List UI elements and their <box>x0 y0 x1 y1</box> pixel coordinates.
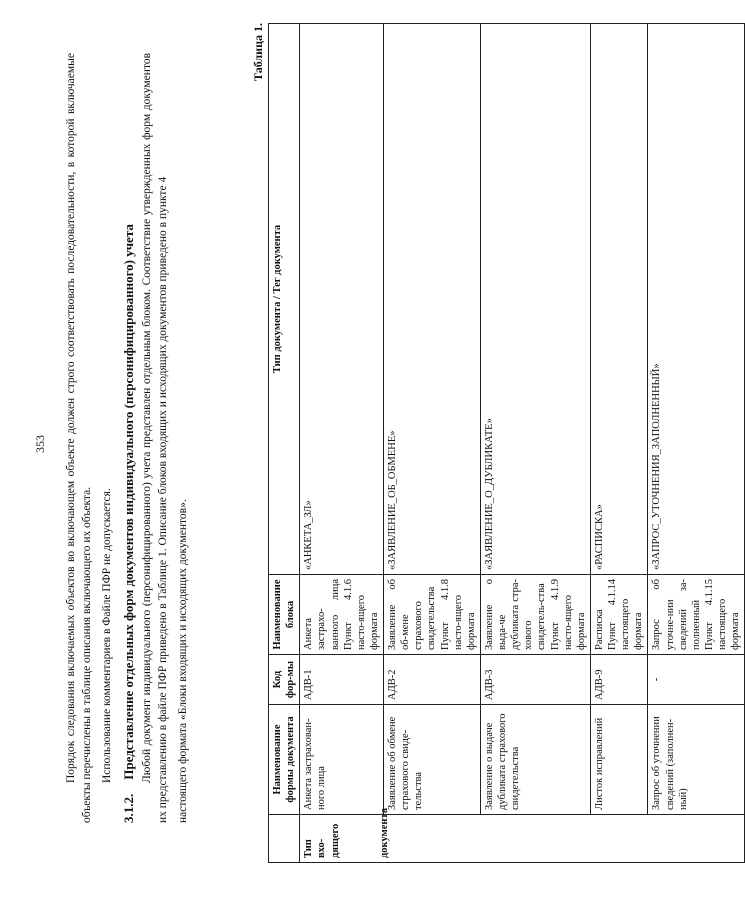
block-name-cell: Расписка Пункт 4.1.14 настоящего формата <box>590 575 648 655</box>
table-row <box>480 24 590 863</box>
section-heading <box>120 53 138 823</box>
form-code-cell: АДВ-1 <box>300 655 384 705</box>
document-tag-cell: «ЗАЯВЛЕНИЕ_ОБ_ОБМЕНЕ» <box>384 24 481 575</box>
paragraph-order: Порядок следования включаемых объектов во включающем объекте должен строго соответствовать последовательности, в которой включаемые объекты перечислены в таблице описания включающего их объекта. <box>65 53 93 823</box>
form-name-cell: Заявление о выдаче дубликата страхового свидетельства <box>480 705 590 815</box>
type-label-line1: Тип вхо-дящего <box>303 823 341 858</box>
table-header-row <box>269 24 300 863</box>
page-number: 353 <box>33 435 47 453</box>
document-tag-cell: «АНКЕТА_ЗЛ» <box>300 24 384 575</box>
documents-table <box>268 23 745 863</box>
type-label-line2: документа <box>378 808 390 858</box>
document-tag-cell: «ЗАПРОС_УТОЧНЕНИЯ_ЗАПОЛНЕННЫЙ» <box>648 24 745 575</box>
paragraph-representation: Любой документ индивидуального (персонифицированного) учета представлен отдельным блоком. Соответствие утвержденных форм документов их представлению в файле ПФР приведено в Таблице 1. Описание блоков входящих и исходящих документов приведено в пункте 4 <box>141 53 169 823</box>
header-form-name: Наименование формы документа <box>269 705 300 815</box>
paragraph-continuation: настоящего формата «Блоки входящих и исходящих документов». <box>177 499 189 823</box>
block-name-cell: Анкета застрахо-ванного лица Пункт 4.1.6 насто-ящего формата <box>300 575 384 655</box>
document-tag-cell: «РАСПИСКА» <box>590 24 648 575</box>
form-name-cell: Запрос об уточнении сведений (заполнен-ный) <box>648 705 745 815</box>
form-name-cell: Анкета застрахован-ного лица <box>300 705 384 815</box>
section-title: Представление отдельных форм документов индивидуального (персонифицированного) учета <box>121 224 136 780</box>
block-name-cell: Заявление об об-мене страхового свидетельства Пункт 4.1.8 насто-ящего формата <box>384 575 481 655</box>
table-caption: Таблица 1. <box>251 23 265 81</box>
header-form-code: Код фор-мы <box>269 655 300 705</box>
paragraph-comments: Использование комментариев в Файле ПФР не допускается. <box>101 488 113 783</box>
header-document-tag: Тип документа / Тег документа <box>269 24 300 575</box>
form-name-cell: Листок исправлений <box>590 705 648 815</box>
header-type <box>269 815 300 863</box>
form-code-cell: - <box>648 655 745 705</box>
table-row <box>648 24 745 863</box>
table-row <box>300 24 384 863</box>
form-code-cell: АДВ-3 <box>480 655 590 705</box>
block-name-cell: Запрос об уточне-нии сведений за-полненный Пункт 4.1.15 настоящего формата <box>648 575 745 655</box>
block-name-cell: Заявление о выда-че дубликата стра-хового свидетель-ства Пункт 4.1.9 насто-ящего формата <box>480 575 590 655</box>
form-code-cell: АДВ-2 <box>384 655 481 705</box>
table-row <box>590 24 648 863</box>
document-tag-cell: «ЗАЯВЛЕНИЕ_О_ДУБЛИКАТЕ» <box>480 24 590 575</box>
rotated-document-page <box>20 11 742 893</box>
table-row <box>384 24 481 863</box>
form-name-cell: Заявление об обмене страхового свиде-тельства <box>384 705 481 815</box>
form-code-cell: АДВ-9 <box>590 655 648 705</box>
header-block-name: Наименование блока <box>269 575 300 655</box>
type-cell <box>300 808 745 863</box>
section-number: 3.1.2. <box>121 793 136 823</box>
